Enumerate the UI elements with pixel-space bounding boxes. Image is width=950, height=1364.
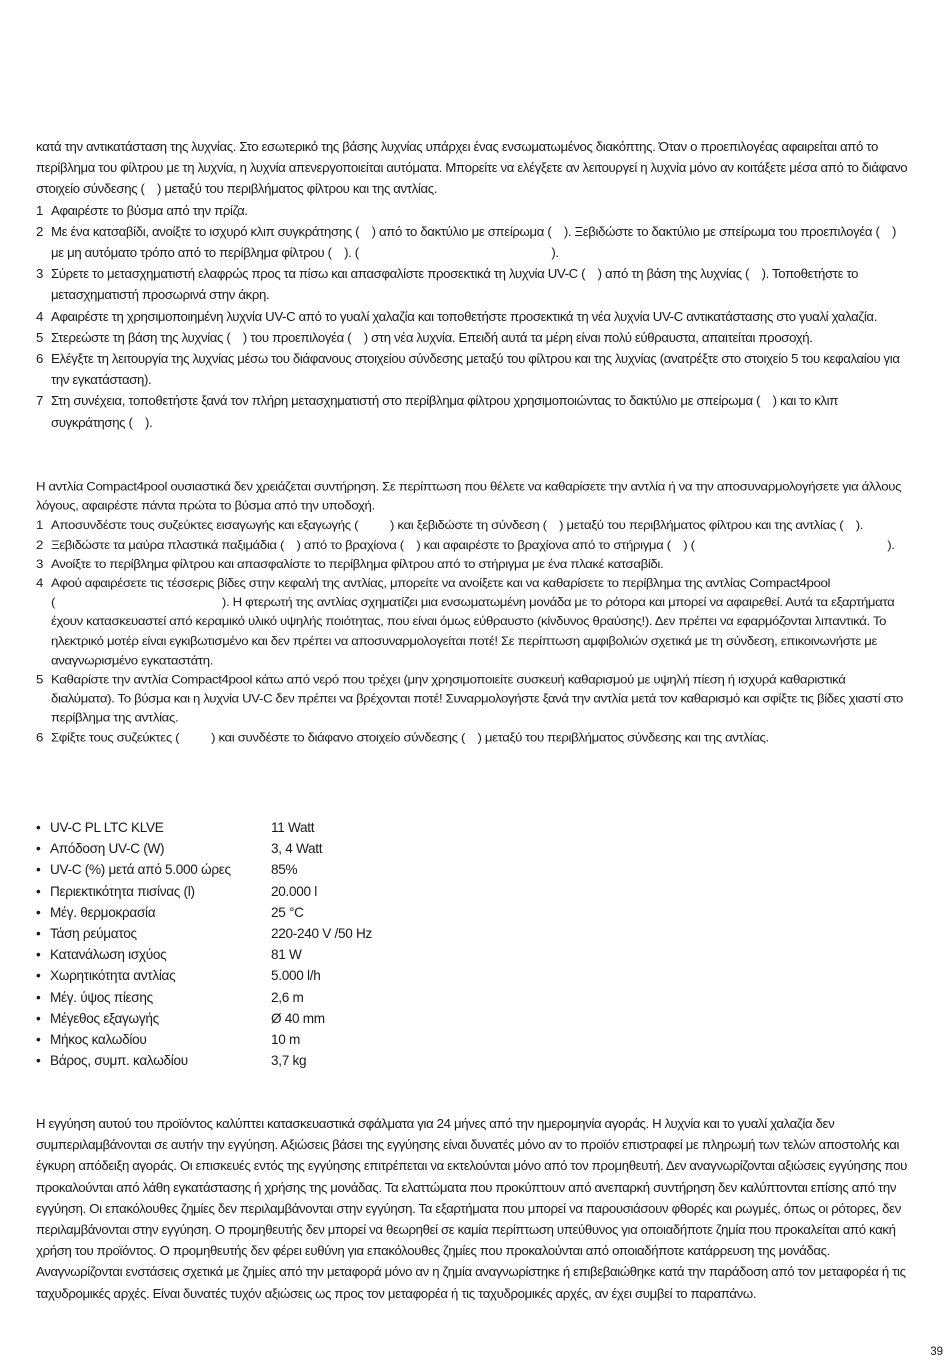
uvc-intro-paragraph: κατά την αντικατάσταση της λυχνίας. Στο εσωτερικό της βάσης λυχνίας υπάρχει ένας ενσωματωμένος διακόπτης. Όταν ο προεπιλογέας αφαιρείται από το περίβλημα του φίλτρου με τη λυχνία, η λυχνία απενεργοποιείται αυτόματα. Μπορείτε να ελέγξετε αν λειτουργεί η λυχνία μόνο αν κοιτάξετε μέσα από το διάφανο στοιχείο σύνδεσης ( ) μεταξύ του περιβλήματος φίλτρου και της αντλίας. bbox=[36, 139, 908, 197]
bullet: • bbox=[36, 1031, 41, 1047]
step-text: Αφού αφαιρέσετε τις τέσσερις βίδες στην κεφαλή της αντλίας, μπορείτε να ανοίξετε και να καθαρίσετε το περίβλημα της αντλίας Compact4pool ( ). Η φτερωτή της αντλίας σχηματίζει μια ενσωματωμένη μονάδα με το ρότορα και μπορεί να αφαιρεθεί. Αυτά τα εξαρτήματα έχουν κατασκευαστεί από κεραμικό υλικό υψηλής ποιότητας, που είναι όμως εύθραυστο (κίνδυνος θραύσης!). Δεν πρέπει να εφαρμόζονται λιπαντικά. Το ηλεκτρικό μοτέρ είναι εγκιβωτισμένο και δεν πρέπει να αποσυναρμολογείται ποτέ! Σε περίπτωση αμφιβολιών σχετικά με τη σύνδεση, επικοινωνήστε με αναγνωρισμένο εγκαταστάτη. bbox=[51, 576, 895, 667]
list-item bbox=[36, 554, 908, 573]
step-number: 5 bbox=[36, 672, 43, 687]
step-text: Σύρετε το μετασχηματιστή ελαφρώς προς τα πίσω και απασφαλίστε προσεκτικά τη λυχνία UV-C ( ) από τη βάση της λυχνίας ( ). Τοποθετήστε το μετασχηματιστή προσωρινά στην άκρη. bbox=[51, 266, 859, 303]
spec-value: 85% bbox=[271, 862, 298, 878]
step-number: 5 bbox=[36, 329, 43, 345]
step-number: 4 bbox=[36, 308, 43, 324]
list-item bbox=[36, 670, 908, 728]
step-text: Αφαιρέστε τη χρησιμοποιημένη λυχνία UV-C από το γυαλί χαλαζία και τοποθετήστε προσεκτικά τη νέα λυχνία UV-C αντικατάστασης στο γυαλί χαλαζία. bbox=[51, 308, 878, 324]
step-number: 2 bbox=[36, 223, 43, 239]
spec-value: 220-240 V /50 Hz bbox=[271, 925, 372, 941]
step-text: Στη συνέχεια, τοποθετήστε ξανά τον πλήρη μετασχηματιστή στο περίβλημα φίλτρου χρησιμοποιώντας το δακτύλιο με σπείρωμα ( ) και το κλιπ συγκράτησης ( ). bbox=[51, 393, 839, 430]
spec-label: Τάση ρεύματος bbox=[50, 925, 137, 941]
spec-label: UV-C (%) μετά από 5.000 ώρες bbox=[50, 862, 231, 878]
spec-row bbox=[36, 987, 456, 1008]
technical-specifications-list bbox=[36, 817, 456, 1071]
bullet: • bbox=[36, 883, 41, 899]
spec-label: Μέγ. θερμοκρασία bbox=[50, 904, 156, 920]
spec-label: Μέγεθος εξαγωγής bbox=[50, 1010, 159, 1026]
step-number: 3 bbox=[36, 556, 43, 571]
step-number: 2 bbox=[36, 537, 43, 552]
spec-value: 11 Watt bbox=[271, 820, 315, 835]
step-number: 6 bbox=[36, 730, 43, 744]
list-item bbox=[36, 327, 908, 348]
step-number: 1 bbox=[36, 518, 43, 532]
list-item bbox=[36, 348, 908, 390]
step-text: Καθαρίστε την αντλία Compact4pool κάτω από νερό που τρέχει (μην χρησιμοποιείτε συσκευή καθαρισμού με υψηλή πίεση ή ισχυρά καθαριστικά διαλύματα). Το βύσμα και η λυχνία UV-C δεν πρέπει να βρέχονται ποτέ! Συναρμολογήστε ξανά την αντλία μετά τον καθαρισμό και σφίξτε τις βίδες χιαστί στο περίβλημα της αντλίας. bbox=[51, 672, 904, 725]
spec-value: 3,7 kg bbox=[271, 1053, 307, 1069]
spec-row bbox=[36, 902, 456, 923]
bullet: • bbox=[36, 947, 41, 963]
bullet: • bbox=[36, 1053, 41, 1069]
spec-label: Μέγ. ύψος πίεσης bbox=[50, 989, 153, 1005]
bullet: • bbox=[36, 925, 41, 941]
step-text: Αφαιρέστε το βύσμα από την πρίζα. bbox=[51, 202, 248, 218]
step-number: 3 bbox=[36, 266, 43, 282]
spec-row bbox=[36, 859, 456, 880]
spec-value: 81 W bbox=[271, 947, 302, 963]
step-text: Με ένα κατσαβίδι, ανοίξτε το ισχυρό κλιπ συγκράτησης ( ) από το δακτύλιο με σπείρωμα ( ). Ξεβιδώστε το δακτύλιο με σπείρωμα του προεπιλογέα ( ) με μη αυτόματο τρόπο από το περίβλημα φίλτρου ( ). ( ). bbox=[51, 223, 897, 261]
pump-steps-list bbox=[36, 516, 908, 747]
spec-row bbox=[36, 1029, 456, 1050]
spec-row bbox=[36, 944, 456, 965]
list-item bbox=[36, 221, 908, 263]
spec-row bbox=[36, 965, 456, 986]
bullet: • bbox=[36, 904, 41, 920]
step-number: 6 bbox=[36, 351, 43, 367]
list-item bbox=[36, 390, 908, 432]
spec-value: 20.000 l bbox=[271, 883, 317, 899]
bullet: • bbox=[36, 841, 41, 857]
spec-value: 5.000 l/h bbox=[271, 968, 321, 984]
spec-value: Ø 40 mm bbox=[271, 1010, 325, 1026]
uvc-steps-list bbox=[36, 200, 908, 433]
pump-intro-paragraph: Η αντλία Compact4pool ουσιαστικά δεν χρειάζεται συντήρηση. Σε περίπτωση που θέλετε να καθαρίσετε την αντλία ή να την αποσυναρμολογήσετε για άλλους λόγους, αφαιρέστε πάντα πρώτα το βύσμα από την υποδοχή. bbox=[36, 479, 902, 513]
spec-row bbox=[36, 1050, 456, 1071]
step-text: Ξεβιδώστε τα μαύρα πλαστικά παξιμάδια ( ) από το βραχίονα ( ) και αφαιρέστε το βραχίονα από το στήριγμα ( ) ( ). bbox=[51, 537, 895, 552]
bullet: • bbox=[36, 862, 41, 878]
warranty-paragraph: Η εγγύηση αυτού του προϊόντος καλύπτει κατασκευαστικά σφάλματα για 24 μήνες από την ημερομηνία αγοράς. Η λυχνία και το γυαλί χαλαζία δεν συμπεριλαμβάνονται σε αυτήν την εγγύηση. Αξιώσεις βάσει της εγγύησης είναι δυνατές μόνο αν το προϊόν επιστραφεί με πληρωμή των τελών αποστολής και έγκυρη απόδειξη αγοράς. Οι επισκευές εντός της εγγύησης επιτρέπεται να εκτελούνται μόνο από τον προμηθευτή. Δεν αναγνωρίζονται αξιώσεις εγγύησης που προκαλούνται από λάθη εγκατάστασης ή χρήσης της μονάδας. Τα ελαττώματα που προκύπτουν από ανεπαρκή συντήρηση δεν καλύπτονται επίσης από την εγγύηση. Οι επακόλουθες ζημίες δεν περιλαμβάνονται στην εγγύηση. Τα εξαρτήματα που μπορεί να παρουσιάσουν φθορές και ρωγμές, όπως οι ρότορες, δεν περιλαμβάνονται στην εγγύηση. Ο προμηθευτής δεν μπορεί να θεωρηθεί σε καμία περίπτωση υπεύθυνος για οποιαδήποτε ζημία που προκαλείται από κακή χρήση του προϊόντος. Ο προμηθευτής δεν φέρει ευθύνη για επακόλουθες ζημίες που προκαλούνται από οποιαδήποτε κατάρρευση της μονάδας. Αναγνωρίζονται ενστάσεις σχετικά με ζημίες από την μεταφορά μόνο αν η ζημία αναγνωρίστηκε ή επιβεβαιώθηκε κατά την παράδοση από τον μεταφορέα ή τις ταχυδρομικές αρχές. Είναι δυνατές τυχόν αξιώσεις ως προς τον μεταφορέα ή τις ταχυδρομικές αρχές, αν έχει συμβεί το παραπάνω. bbox=[36, 1116, 907, 1301]
step-text: Σφίξτε τους συζεύκτες ( ) και συνδέστε το διάφανο στοιχείο σύνδεσης ( ) μεταξύ του περιβλήματος σύνδεσης και της αντλίας. bbox=[51, 730, 769, 744]
spec-label: Βάρος, συμπ. καλωδίου bbox=[50, 1053, 188, 1069]
list-item bbox=[36, 306, 908, 327]
bullet: • bbox=[36, 1010, 41, 1026]
spec-row bbox=[36, 838, 456, 859]
spec-value: 3, 4 Watt bbox=[271, 841, 323, 857]
step-text: Στερεώστε τη βάση της λυχνίας ( ) του προεπιλογέα ( ) στη νέα λυχνία. Επειδή αυτά τα μέρη είναι πολύ εύθραυστα, απαιτείται προσοχή. bbox=[51, 329, 813, 345]
uvc-lamp-replacement-section bbox=[36, 136, 908, 433]
step-text: Αποσυνδέστε τους συζεύκτες εισαγωγής και εξαγωγής ( ) και ξεβιδώστε τη σύνδεση ( ) μεταξύ του περιβλήματος φίλτρου και της αντλίας ( ). bbox=[51, 518, 864, 532]
spec-value: 2,6 m bbox=[271, 989, 304, 1005]
bullet: • bbox=[36, 820, 41, 835]
bullet: • bbox=[36, 968, 41, 984]
spec-label: Περιεκτικότητα πισίνας (l) bbox=[50, 883, 195, 899]
spec-row bbox=[36, 923, 456, 944]
spec-value: 25 °C bbox=[271, 904, 304, 920]
step-number: 4 bbox=[36, 576, 43, 590]
step-number: 7 bbox=[36, 393, 43, 409]
step-text: Ελέγξτε τη λειτουργία της λυχνίας μέσω του διάφανους στοιχείου σύνδεσης μεταξύ του φίλτρου και της λυχνίας (ανατρέξτε στο στοιχείο 5 του κεφαλαίου για την εγκατάσταση). bbox=[51, 351, 900, 388]
list-item bbox=[36, 535, 908, 554]
bullet: • bbox=[36, 989, 41, 1005]
list-item bbox=[36, 263, 908, 305]
list-item bbox=[36, 200, 908, 221]
list-item bbox=[36, 516, 908, 535]
pump-maintenance-section bbox=[36, 477, 908, 747]
spec-label: Χωρητικότητα αντλίας bbox=[50, 968, 176, 984]
step-text: Ανοίξτε το περίβλημα φίλτρου και απασφαλίστε το περίβλημα φίλτρου από το στήριγμα με ένα πλακέ κατσαβίδι. bbox=[51, 556, 664, 571]
spec-value: 10 m bbox=[271, 1031, 301, 1047]
spec-label: Μήκος καλωδίου bbox=[50, 1031, 147, 1047]
spec-label: UV-C PL LTC KLVE bbox=[50, 820, 164, 835]
spec-row bbox=[36, 881, 456, 902]
page-number: 39 bbox=[930, 1346, 943, 1358]
spec-row bbox=[36, 817, 456, 838]
spec-label: Κατανάλωση ισχύος bbox=[50, 947, 167, 963]
list-item bbox=[36, 573, 908, 669]
warranty-section bbox=[36, 1113, 908, 1304]
list-item bbox=[36, 728, 908, 747]
spec-label: Απόδοση UV-C (W) bbox=[50, 841, 165, 857]
step-number: 1 bbox=[36, 202, 43, 218]
spec-row bbox=[36, 1008, 456, 1029]
